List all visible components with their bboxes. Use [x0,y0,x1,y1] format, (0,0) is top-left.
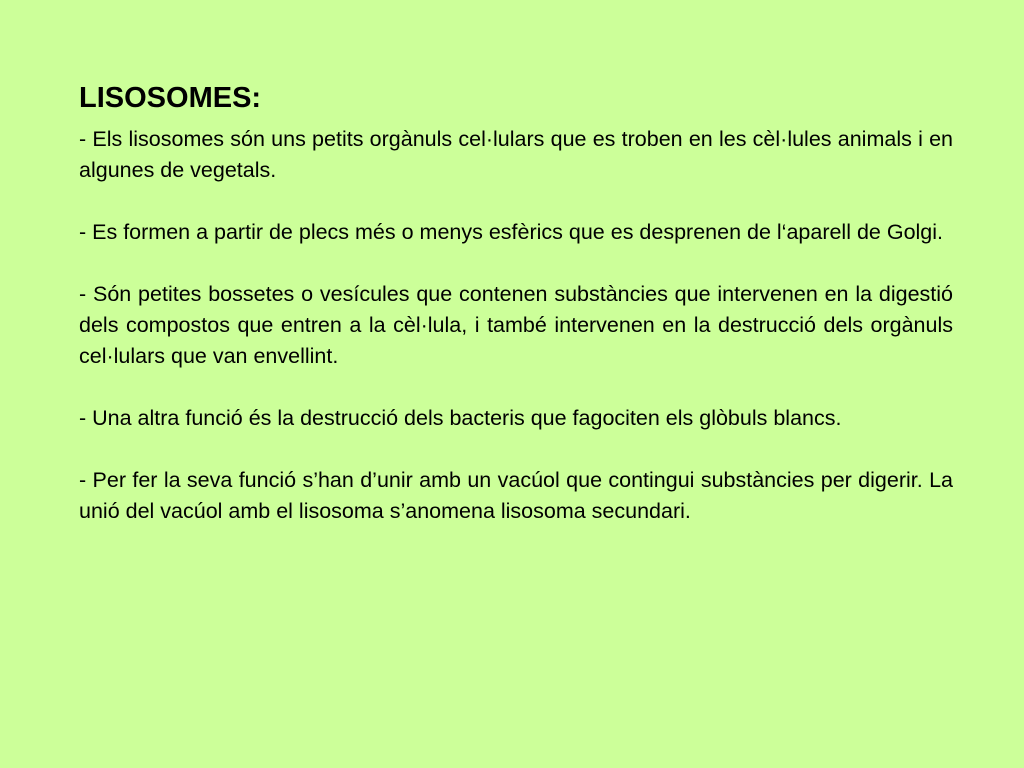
paragraph-bacteria-destruction: - Una altra funció és la destrucció dels bacteris que fagociten els glòbuls blancs. [79,406,842,430]
paragraph-digestion: - Són petites bossetes o vesícules que contenen substàncies que intervenen en la digestió dels compostos que entren a la cèl·lula, i també intervenen en la destrucció dels orgànuls cel·lulars que van envellint. [79,282,953,368]
paragraph-secondary-lysosome: - Per fer la seva funció s’han d’unir amb un vacúol que contingui substàncies per digerir. La unió del vacúol amb el lisosoma s’anomena lisosoma secundari. [79,468,953,523]
slide-title: LISOSOMES: [79,82,262,114]
paragraph-formation: - Es formen a partir de plecs més o menys esfèrics que es desprenen de l‘aparell de Golgi. [79,220,944,244]
paragraph-definition: - Els lisosomes són uns petits orgànuls cel·lulars que es troben en les cèl·lules animals i en algunes de vegetals. [79,127,953,182]
